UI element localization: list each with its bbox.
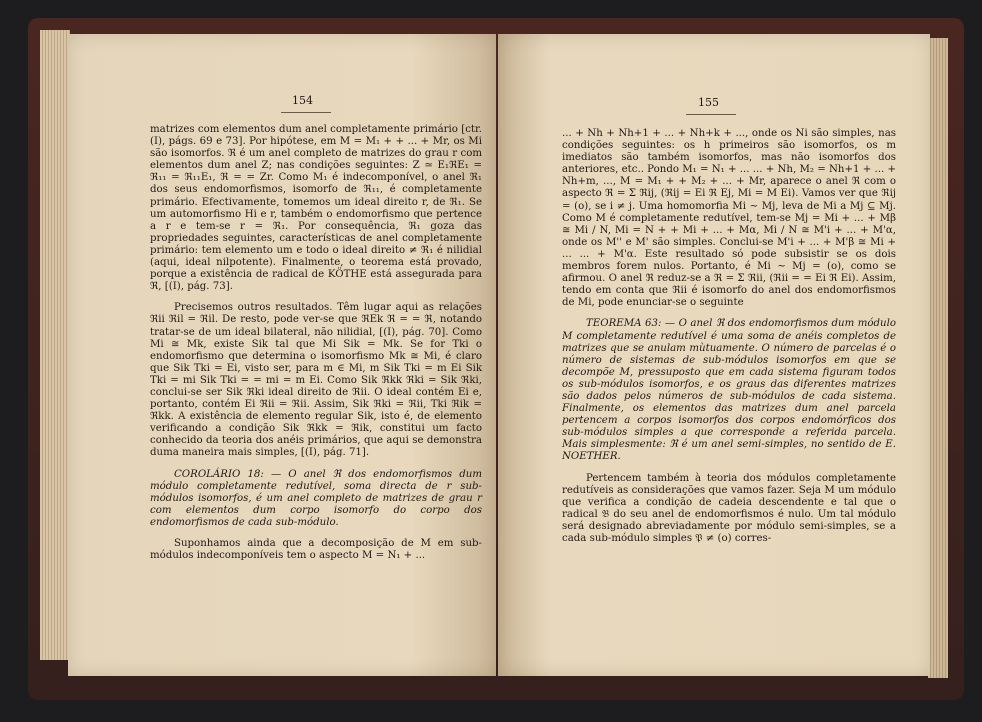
paragraph: Suponhamos ainda que a decomposição de M em sub-módulos indecomponíveis tem o aspecto M = N₁ + ...	[150, 538, 482, 562]
paragraph: Precisemos outros resultados. Têm lugar aqui as relações ℜii ℜil = ℜil. De resto, pode ver-se que ℜEk ℜ = = ℜ, notando tratar-se de um ideal bilateral, não nilidial, [(I), pág. 70]. Como Mi ≅ Mk, existe Sik tal que Mi Sik = Mk. Se for Tki o endomorfismo que determina o isomorfismo Mk ≅ Mi, é claro que Sik Tki = Ei, visto ser, para m ∈ Mi, m Sik Tki = m Ei Sik Tki = mi Sik Tki = = mi = m Ei. Como Sik ℜkk ℜki = Sik ℜki, conclui-se ser Sik ℜki ideal direito de ℜii. O ideal contém Ei e, portanto, contém Ei ℜii = ℜii. Assim, Sik ℜki = ℜii, Tki ℜik = ℜkk. A existência de elemento regular Sik, isto é, de elemento verificando a condição Sik ℜkk = ℜik, constitui um facto conhecido da teoria dos anéis primários, que aqui se demonstra duma maneira mais simples, [(I), pág. 71].	[150, 302, 482, 459]
page-number-rule	[686, 114, 736, 115]
paragraph: Pertencem também à teoria dos módulos completamente redutíveis as considerações que vamos fazer. Seja M um módulo que verifica a condição de cadeia descendente e tal que o radical 𝔅 do seu anel de endomorfismos é nulo. Um tal módulo será designado abreviadamente por módulo semi-simples, se a cada sub-módulo simples 𝔓 ≠ (o) corres-	[562, 472, 896, 544]
page-number: 154	[292, 94, 313, 107]
page-number: 155	[698, 96, 719, 109]
page-stack-left	[40, 30, 70, 660]
theorem: TEOREMA 63: — O anel ℜ dos endomorfismos dum módulo M completamente redutível é uma soma de anéis completos de matrizes que se anulam mùtuamente. O número de parcelas é o número de sistemas de sub-módulos isomorfos em que se decompõe M, pressuposto que em cada sistema figuram todos os sub-módulos isomorfos, e os graus das diferentes matrizes são dados pelos números de sub-módulos de cada sistema. Finalmente, os elementos das matrizes dum anel parcela pertencem a corpos isomorfos dos corpos endomórficos dos sub-módulos simples a que corresponde a referida parcela. Mais simplesmente: ℜ é um anel semi-simples, no sentido de E. NOETHER.	[562, 318, 896, 463]
right-page	[498, 34, 930, 676]
paragraph: matrizes com elementos dum anel completamente primário [ctr. (I), págs. 69 e 73]. Por hipótese, em M = M₁ + + ... + Mr, os Mi são isomorfos. ℜ é um anel completo de matrizes do grau r com elementos dum anel Z; nas condições seguintes: Z ≃ E₁ℜE₁ = ℜ₁₁ = ℜ₁₁E₁, ℜ = = Zr. Como M₁ é indecomponível, o anel ℜ₁ dos seus endomorfismos, isomorfo de ℜ₁₁, é completamente primário. Efectivamente, tomemos um ideal direito r, de ℜ₁. Se um automorfismo Hi e r, também o endomorfismo que pertence a r e tem-se r = ℜ₁. Por consequência, ℜ₁ goza das propriedades seguintes, características de anel completamente primário: tem elemento um e todo o ideal direito ≠ ℜ₁ é nilidial (aqui, ideal nilpotente). Finalmente, o teorema está provado, porque a existência de radical de KÖTHE está assegurada para ℜ, [(I), pág. 73].	[150, 124, 482, 293]
left-page	[68, 34, 496, 676]
corollary: COROLÁRIO 18: — O anel ℜ dos endomorfismos dum módulo completamente redutível, soma directa de r sub-módulos isomorfos, é um anel completo de matrizes de grau r com elementos dum corpo isomorfo do corpo dos endomorfismos de cada sub-módulo.	[150, 468, 482, 528]
page-number-rule	[281, 112, 331, 113]
paragraph: ... + Nh + Nh+1 + ... + Nh+k + ..., onde os Ni são simples, nas condições seguintes: os h primeiros são isomorfos, os m imediatos são também isomorfos, mas não isomorfos dos anteriores, etc.. Pondo M₁ = N₁ + ... ... + Nh, M₂ = Nh+1 + ... + Nh+m, ..., M = M₁ + + M₂ + ... + Mr, aparece o anel ℜ com o aspecto ℜ = Σ ℜij, (ℜij = Ei ℜ Ej, Mi = M Ei). Vamos ver que ℜij = (o), se i ≠ j. Uma homomorfia Mi ∼ Mj, leva de Mi a Mj ⊆ Mj. Como M é completamente redutível, tem-se Mj = Mi + ... + Mβ ≅ Mi / N, Mi = N + + Mi + ... + Mα, Mi / N ≅ M'i + ... + M'α, onde os M'' e M' são simples. Conclui-se M'i + ... + M'β ≅ Mi + ... ... + M'α. Este resultado só pode subsistir se os dois membros forem nulos. Portanto, é Mi ∼ Mj = (o), como se afirmou. O anel ℜ reduz-se a ℜ = Σ ℜii, (ℜii = = Ei ℜ Ei). Assim, tendo em conta que ℜii é isomorfo do anel dos endomorfismos de Mi, pode enunciar-se o seguinte	[562, 128, 896, 309]
right-page-text	[562, 128, 896, 554]
left-page-text	[150, 124, 482, 571]
page-stack-right	[928, 38, 948, 678]
